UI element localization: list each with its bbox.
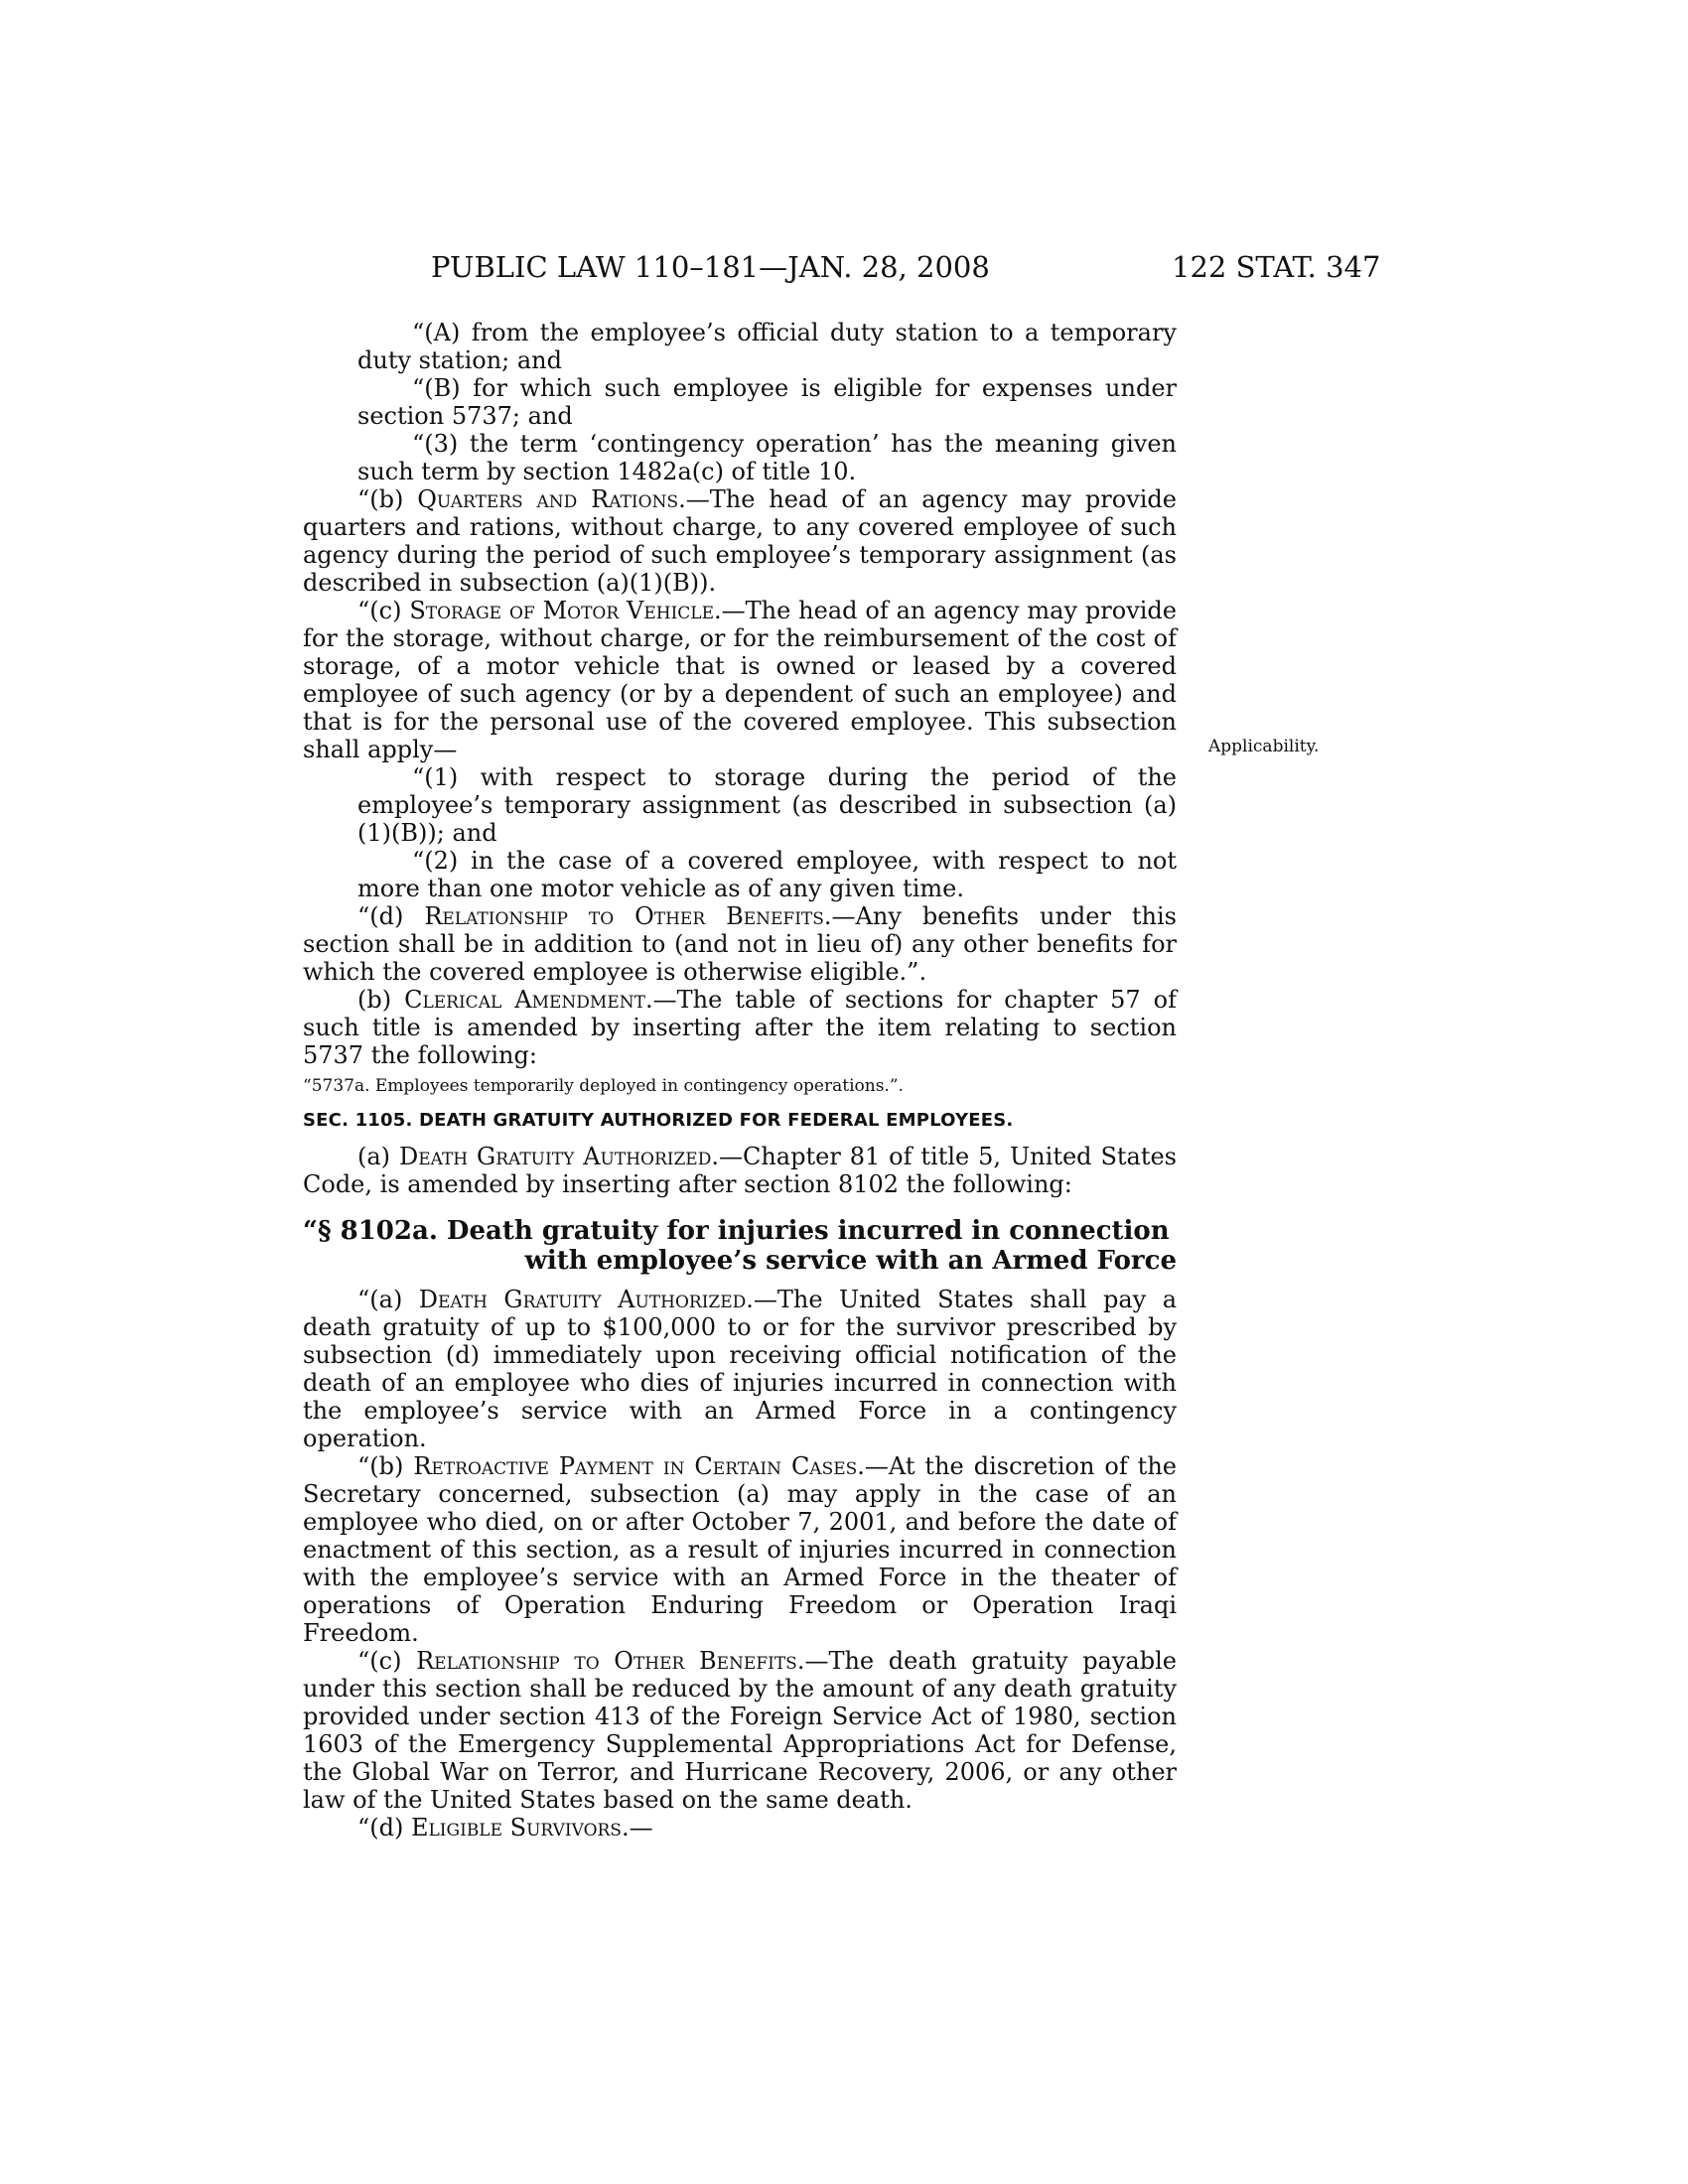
subsection-a-authorized — [303, 1286, 1177, 1452]
paragraph-3: “(3) the term ‘contingency operation’ has the meaning given such term by section 1482a(c) of title 10. — [357, 430, 1177, 485]
clause-a: “(A) from the employee’s official duty station to a temporary duty station; and — [357, 319, 1177, 374]
subsection-text: .—The head of an agency may provide quarters and rations, without charge, to any covered employee of such agency during the period of such employee’s temporary assignment (as described in subsection (a)(1)(B)). — [303, 485, 1177, 597]
subsection-heading: Relationship to Other Benefits — [424, 902, 824, 930]
subsection-c-relationship — [303, 1647, 1177, 1814]
subsection-label: “(b) — [357, 485, 418, 513]
clerical-amendment — [303, 986, 1177, 1069]
subsection-heading: Death Gratuity Authorized — [418, 1286, 747, 1313]
subsection-heading: Quarters and Rations — [417, 485, 679, 513]
paragraph-2: “(2) in the case of a covered employee, with respect to not more than one motor vehicle as of any given time. — [357, 847, 1177, 902]
subsection-text: .—Any benefits under this section shall be in addition to (and not in lieu of) any other benefits for which the covered employee is otherwise eligible.”. — [303, 902, 1177, 986]
margin-note-applicability: Applicability. — [1208, 737, 1320, 756]
paragraph-1: “(1) with respect to storage during the period of the employee’s temporary assignment (as described in subsection (a)(1)(B)); and — [357, 763, 1177, 847]
subsection-label: “(d) — [357, 902, 425, 930]
subsection-heading: Retroactive Payment in Certain Cases — [413, 1452, 858, 1480]
subsection-text: .—The table of sections for chapter 57 of such title is amended by inserting after the item relating to section 5737 the following: — [303, 986, 1177, 1069]
subsection-text: .—The death gratuity payable under this section shall be reduced by the amount of any death gratuity provided under section 413 of the Foreign Service Act of 1980, section 1603 of the Emergency Supplemental Appropriations Act for Defense, the Global War on Terror, and Hurricane Recovery, 2006, or any other law of the United States based on the same death. — [303, 1647, 1177, 1814]
subsection-text: .—The head of an agency may provide for the storage, without charge, or for the reimbursement of the cost of storage, of a motor vehicle that is owned or leased by a covered employee of such agency (or by a dependent of such an employee) and that is for the personal use of the covered employee. This subsection shall apply— — [303, 597, 1177, 763]
subsection-d-relationship — [303, 902, 1177, 986]
section-title-line-1: “§ 8102a. Death gratuity for injuries incurred in connection — [303, 1216, 1170, 1246]
subsection-text: .—The United States shall pay a death gratuity of up to $100,000 to or for the survivor prescribed by subsection (d) immediately upon receiving official notification of the death of an employee who dies of injuries incurred in connection with the employee’s service with an Armed Force in a contingency operation. — [303, 1286, 1178, 1452]
subsection-text: .— — [621, 1814, 653, 1842]
subsection-label: “(c) — [357, 597, 410, 624]
body-text — [303, 319, 1177, 1842]
subsection-text: .—At the discretion of the Secretary concerned, subsection (a) may apply in the case of an employee who died, on or after October 7, 2001, and before the date of enactment of this section, as a result of injuries incurred in connection with the employee’s service with an Armed Force in the theater of operations of Operation Enduring Freedom or Operation Iraqi Freedom. — [303, 1452, 1177, 1647]
subsection-heading: Relationship to Other Benefits — [416, 1647, 797, 1675]
subsection-d-survivors — [303, 1814, 1177, 1842]
table-of-sections-entry: “5737a. Employees temporarily deployed in contingency operations.”. — [303, 1076, 904, 1096]
subsection-label: “(c) — [357, 1647, 417, 1675]
subsection-label: (b) — [357, 986, 405, 1014]
subsection-label: (a) — [357, 1143, 399, 1170]
clause-b: “(B) for which such employee is eligible for expenses under section 5737; and — [357, 374, 1177, 430]
section-8102a-title — [303, 1216, 1177, 1276]
statute-page-number: 122 STAT. 347 — [1172, 250, 1381, 284]
law-citation: PUBLIC LAW 110–181—JAN. 28, 2008 — [431, 250, 990, 284]
subsection-b-retroactive — [303, 1452, 1177, 1647]
subsection-label: “(d) — [357, 1814, 411, 1842]
subsection-label: “(b) — [357, 1452, 414, 1480]
subsection-heading: Death Gratuity Authorized — [398, 1143, 712, 1170]
subsection-heading: Clerical Amendment — [404, 986, 645, 1014]
section-heading: SEC. 1105. DEATH GRATUITY AUTHORIZED FOR FEDERAL EMPLOYEES. — [303, 1110, 1014, 1131]
section-title-line-2: with employee’s service with an Armed Force — [524, 1246, 1177, 1276]
subsection-b-quarters — [303, 485, 1177, 597]
subsection-c-storage — [303, 597, 1177, 763]
subsection-label: “(a) — [357, 1286, 419, 1313]
subsection-text: .—Chapter 81 of title 5, United States Code, is amended by inserting after section 8102 the following: — [303, 1143, 1177, 1198]
subsection-a-death-gratuity — [303, 1143, 1177, 1198]
subsection-heading: Eligible Survivors — [411, 1814, 622, 1842]
page-header — [0, 250, 1688, 290]
subsection-heading: Storage of Motor Vehicle — [409, 597, 715, 624]
